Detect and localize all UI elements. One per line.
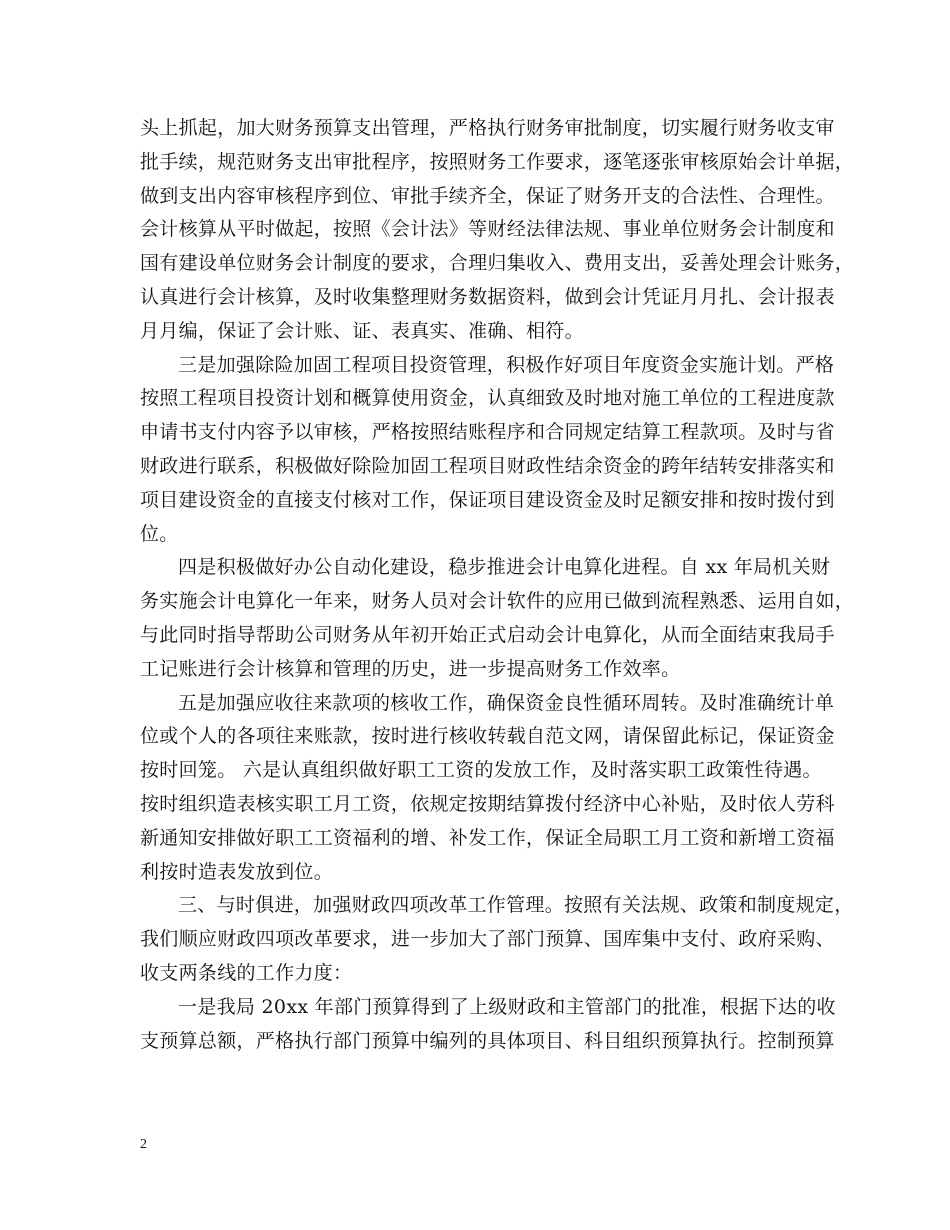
text-line: 申请书支付内容予以审核，严格按照结账程序和合同规定结算工程款项。及时与省: [140, 421, 835, 444]
text-line: 位或个人的各项往来账款，按时进行核收转载自范文网，请保留此标记，保证资金: [140, 725, 835, 748]
document-body: [140, 112, 855, 1058]
text-line: 批手续，规范财务支出审批程序，按照财务工作要求，逐笔逐张审核原始会计单据，: [140, 150, 855, 173]
text-line: 与此同时指导帮助公司财务从年初开始正式启动会计电算化，从而全面结束我局手: [140, 623, 835, 646]
text-line: 我们顺应财政四项改革要求，进一步加大了部门预算、国库集中支付、政府采购、: [140, 928, 835, 951]
text-line: 认真进行会计核算，及时收集整理财务数据资料，做到会计凭证月月扎、会计报表: [140, 285, 835, 308]
text-line: 月月编，保证了会计账、证、表真实、准确、相符。: [140, 319, 584, 342]
text-line: 项目建设资金的直接支付核对工作，保证项目建设资金及时足额安排和按时拨付到: [140, 488, 835, 511]
text-line: 会计核算从平时做起，按照《会计法》等财经法律法规、事业单位财务会计制度和: [140, 218, 835, 241]
paragraph-start-line: 五是加强应收往来款项的核收工作，确保资金良性循环周转。及时准确统计单: [178, 691, 835, 714]
text-line: 做到支出内容审核程序到位、审批手续齐全，保证了财务开支的合法性、合理性。: [140, 184, 835, 207]
paragraph-start-line: 三、与时俱进，加强财政四项改革工作管理。按照有关法规、政策和制度规定，: [178, 894, 854, 917]
paragraph-start-line: 四是积极做好办公自动化建设，稳步推进会计电算化进程。自 xx 年局机关财: [178, 556, 831, 579]
text-line: 按时回笼。 六是认真组织做好职工工资的发放工作，及时落实职工政策性待遇。: [140, 759, 822, 782]
text-line: 利按时造表发放到位。: [140, 860, 334, 883]
text-line: 位。: [140, 522, 179, 545]
paragraph-start-line: 一是我局 20xx 年部门预算得到了上级财政和主管部门的批准，根据下达的收: [178, 995, 836, 1018]
text-line: 财政进行联系，积极做好除险加固工程项目财政性结余资金的跨年结转安排落实和: [140, 454, 835, 477]
text-line: 支预算总额，严格执行部门预算中编列的具体项目、科目组织预算执行。控制预算: [140, 1029, 835, 1052]
page-number: 2: [140, 1137, 147, 1152]
text-line: 按照工程项目投资计划和概算使用资金，认真细致及时地对施工单位的工程进度款: [140, 387, 835, 410]
text-line: 国有建设单位财务会计制度的要求，合理归集收入、费用支出，妥善处理会计账务，: [140, 252, 855, 275]
text-line: 务实施会计电算化一年来，财务人员对会计软件的应用已做到流程熟悉、运用自如，: [140, 590, 855, 613]
paragraph-start-line: 三是加强除险加固工程项目投资管理，积极作好项目年度资金实施计划。严格: [178, 353, 835, 376]
text-line: 按时组织造表核实职工月工资，依规定按期结算拨付经济中心补贴，及时依人劳科: [140, 792, 835, 815]
text-line: 收支两条线的工作力度：: [140, 961, 353, 984]
text-line: 头上抓起，加大财务预算支出管理，严格执行财务审批制度，切实履行财务收支审: [140, 117, 835, 139]
text-line: 工记账进行会计核算和管理的历史，进一步提高财务工作效率。: [140, 657, 681, 680]
text-line: 新通知安排做好职工工资福利的增、补发工作，保证全局职工月工资和新增工资福: [140, 826, 835, 849]
